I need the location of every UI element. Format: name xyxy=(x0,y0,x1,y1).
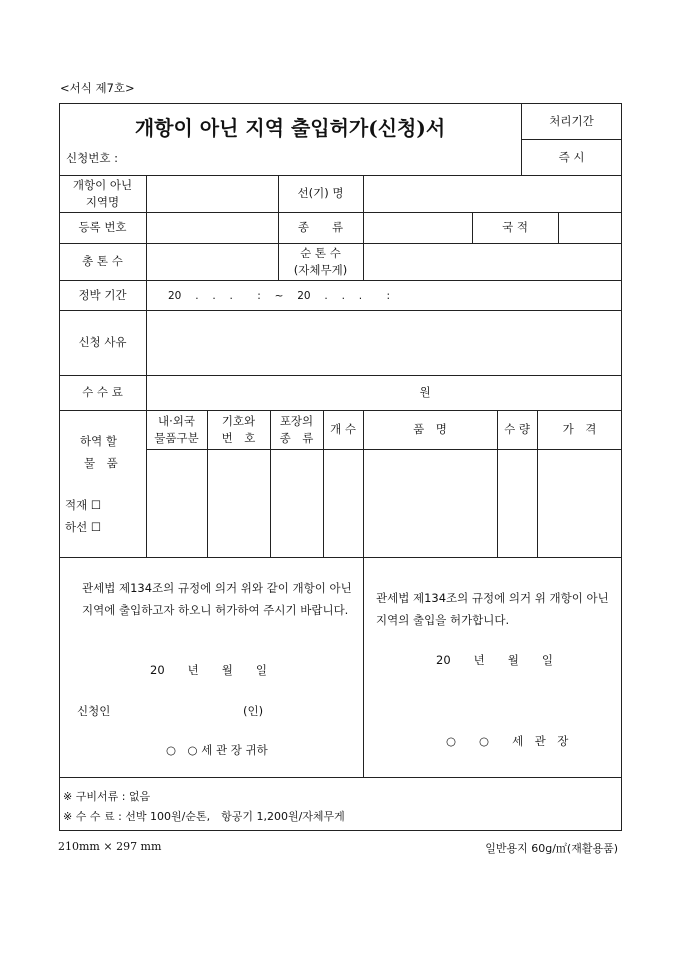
reason-label: 신청 사유 xyxy=(78,335,127,349)
header-line: 종 류 xyxy=(279,430,314,445)
unloading-checkbox[interactable]: 하선 ☐ xyxy=(65,520,102,534)
header-line: 포장의 xyxy=(279,413,314,428)
goods-header-mark xyxy=(207,410,270,449)
approval-text: 관세법 제134조의 규정에 의거 위 개항이 아닌 지역의 출입을 허가합니다. xyxy=(376,591,609,627)
gross-tonnage-label: 총 톤 수 xyxy=(82,254,123,268)
header-line: 내·외국 xyxy=(158,413,195,428)
label-line: 하역 할 xyxy=(80,434,117,448)
goods-checkboxes[interactable] xyxy=(65,494,101,538)
note-fee: ※ 수 수 료 : 선박 100원/순톤, 항공기 1,200원/자체무게 xyxy=(63,810,345,823)
type-label: 종 류 xyxy=(297,220,344,234)
applicant-label: 신청인 xyxy=(77,704,111,718)
header-line: 기호와 xyxy=(221,413,256,428)
label-line: 지역명 xyxy=(85,194,120,209)
goods-header-name: 품 명 xyxy=(413,422,447,436)
goods-header-package xyxy=(270,410,323,449)
label-line: (자체무게) xyxy=(293,262,348,277)
goods-header-origin xyxy=(146,410,207,449)
anchor-period-value[interactable]: 20 . . . : ~ 20 . . . : xyxy=(168,290,390,302)
ship-name-label: 선(기) 명 xyxy=(297,186,344,200)
application-recipient: ○ ○ 세 관 장 귀하 xyxy=(166,743,268,757)
page-title: 개항이 아닌 지역 출입허가(신청)서 xyxy=(134,115,446,140)
note-documents: ※ 구비서류 : 없음 xyxy=(63,790,151,803)
paper-type: 일반용지 60g/㎡(재활용품) xyxy=(485,842,618,855)
anchor-period-label: 정박 기간 xyxy=(78,287,127,302)
paper-size: 210mm × 297 mm xyxy=(58,840,162,853)
application-date: 20 년 월 일 xyxy=(150,663,267,677)
label-line: 물 품 xyxy=(84,456,118,470)
processing-period-label: 처리기간 xyxy=(549,113,594,128)
header-line: 물품구분 xyxy=(154,430,199,445)
reg-no-label: 등록 번호 xyxy=(78,220,127,234)
fee-unit: 원 xyxy=(419,385,431,399)
loading-checkbox[interactable]: 적재 ☐ xyxy=(65,498,102,512)
goods-header-quantity: 수 량 xyxy=(504,422,530,436)
label-line: 순 톤 수 xyxy=(300,245,341,260)
net-tonnage-label xyxy=(278,243,363,280)
approval-date: 20 년 월 일 xyxy=(436,653,553,667)
approval-issuer: ○ ○ 세 관 장 xyxy=(446,734,569,748)
seal-label: (인) xyxy=(243,704,264,718)
header-line: 번 호 xyxy=(221,430,256,445)
label-line: 개항이 아닌 xyxy=(72,177,133,192)
goods-header-count: 개 수 xyxy=(330,422,356,436)
fee-label: 수 수 료 xyxy=(82,385,123,399)
nationality-label: 국 적 xyxy=(502,220,528,234)
area-name-label xyxy=(59,175,146,212)
goods-header-price: 가 격 xyxy=(562,422,597,436)
application-text: 관세법 제134조의 규정에 의거 위와 같이 개항이 아닌 지역에 출입하고자 하오니 허가하여 주시기 바랍니다. xyxy=(82,581,352,617)
application-no-label: 신청번호 : xyxy=(66,151,118,165)
form-number: <서식 제7호> xyxy=(60,81,135,95)
goods-label xyxy=(80,430,118,474)
processing-period-value: 즉 시 xyxy=(558,149,585,164)
